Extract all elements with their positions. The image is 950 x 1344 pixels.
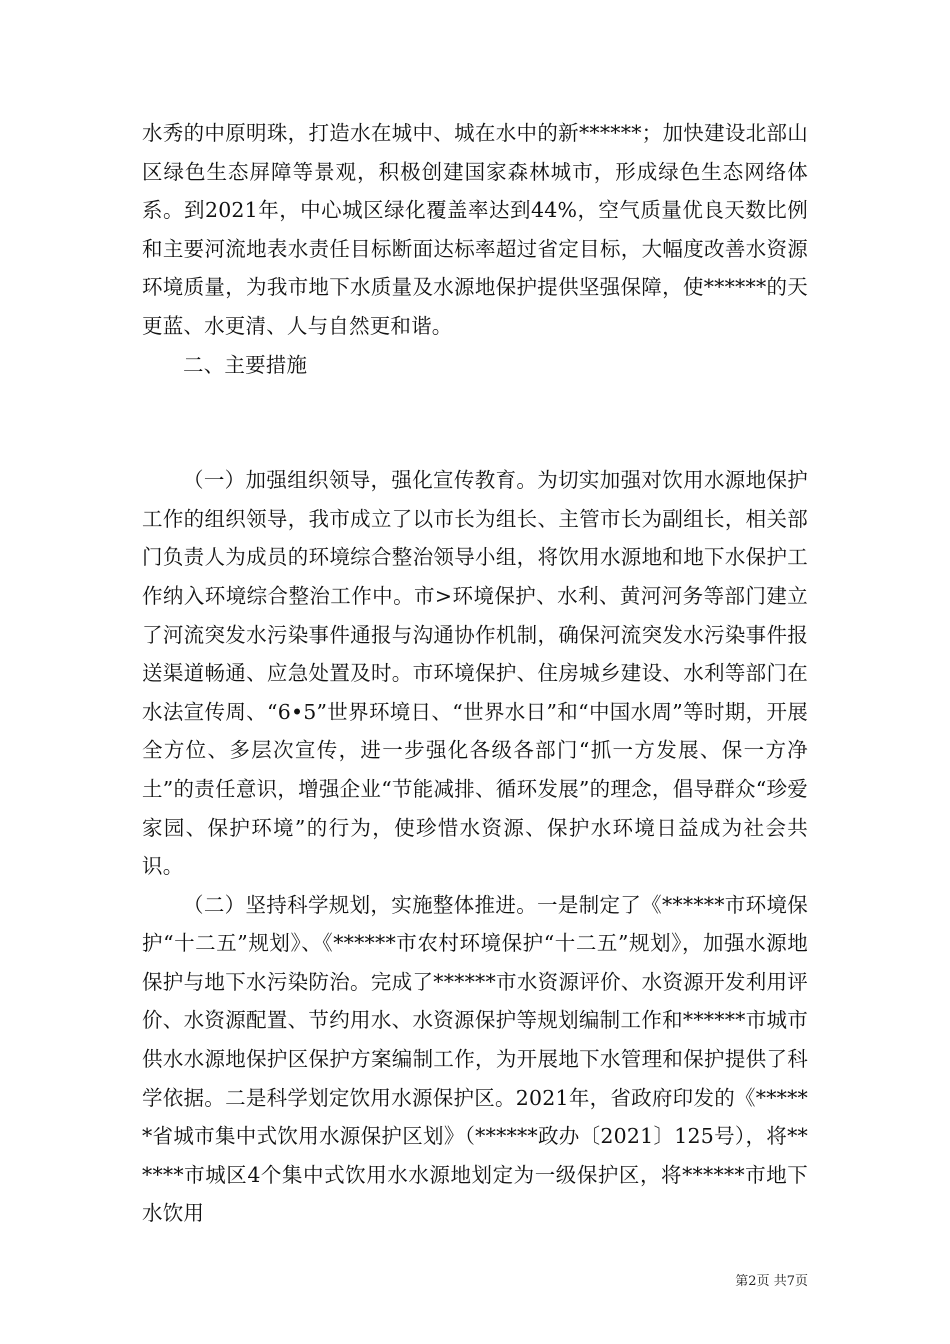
footer-mid: 页 共 [756, 1274, 787, 1289]
footer-prefix: 第 [735, 1274, 749, 1289]
blank-spacer [142, 384, 808, 461]
document-body [142, 114, 808, 1233]
footer-page-total: 7 [786, 1274, 795, 1289]
section-heading: 二、主要措施 [183, 352, 308, 377]
footer-suffix: 页 [794, 1274, 808, 1289]
footer-page-number: 2 [748, 1274, 757, 1289]
paragraph-measure-2: （二）坚持科学规划，实施整体推进。一是制定了《******市环境保护“十二五”规划》、《******市农村环境保护“十二五”规划》，加强水源地保护与地下水污染防治。完成了******市水资源评价、水资源开发利用评价、水资源配置、节约用水、水资源保护等规划编制工作和******市城市供水水源地保护区保护方案编制工作，为开展地下水管理和保护提供了科学依据。二是科学划定饮用水源保护区。2021年，省政府印发的《******省城市集中式饮用水源保护区划》（******政办〔2021〕125号），将******市城区4个集中式饮用水水源地划定为一级保护区，将******市地下水饮用 [142, 892, 808, 1226]
paragraph-intro-continuation: 水秀的中原明珠，打造水在城中、城在水中的新******；加快建设北部山区绿色生态屏障等景观，积极创建国家森林城市，形成绿色生态网络体系。到2021年，中心城区绿化覆盖率达到44%，空气质量优良天数比例和主要河流地表水责任目标断面达标率超过省定目标，大幅度改善水资源环境质量，为我市地下水质量及水源地保护提供坚强保障，使******的天更蓝、水更清、人与自然更和谐。 [142, 121, 808, 338]
paragraph-measure-1: （一）加强组织领导，强化宣传教育。为切实加强对饮用水源地保护工作的组织领导，我市成立了以市长为组长、主管市长为副组长，相关部门负责人为成员的环境综合整治领导小组，将饮用水源地和地下水保护工作纳入环境综合整治工作中。市>环境保护、水利、黄河河务等部门建立了河流突发水污染事件通报与沟通协作机制，确保河流突发水污染事件报送渠道畅通、应急处置及时。市环境保护、住房城乡建设、水利等部门在水法宣传周、“6•5”世界环境日、“世界水日”和“中国水周”等时期，开展全方位、多层次宣传，进一步强化各级各部门“抓一方发展、保一方净土”的责任意识，增强企业“节能减排、循环发展”的理念，倡导群众“珍爱家园、保护环境”的行为，使珍惜水资源、保护水环境日益成为社会共识。 [142, 468, 808, 879]
page-number-footer [735, 1274, 808, 1290]
